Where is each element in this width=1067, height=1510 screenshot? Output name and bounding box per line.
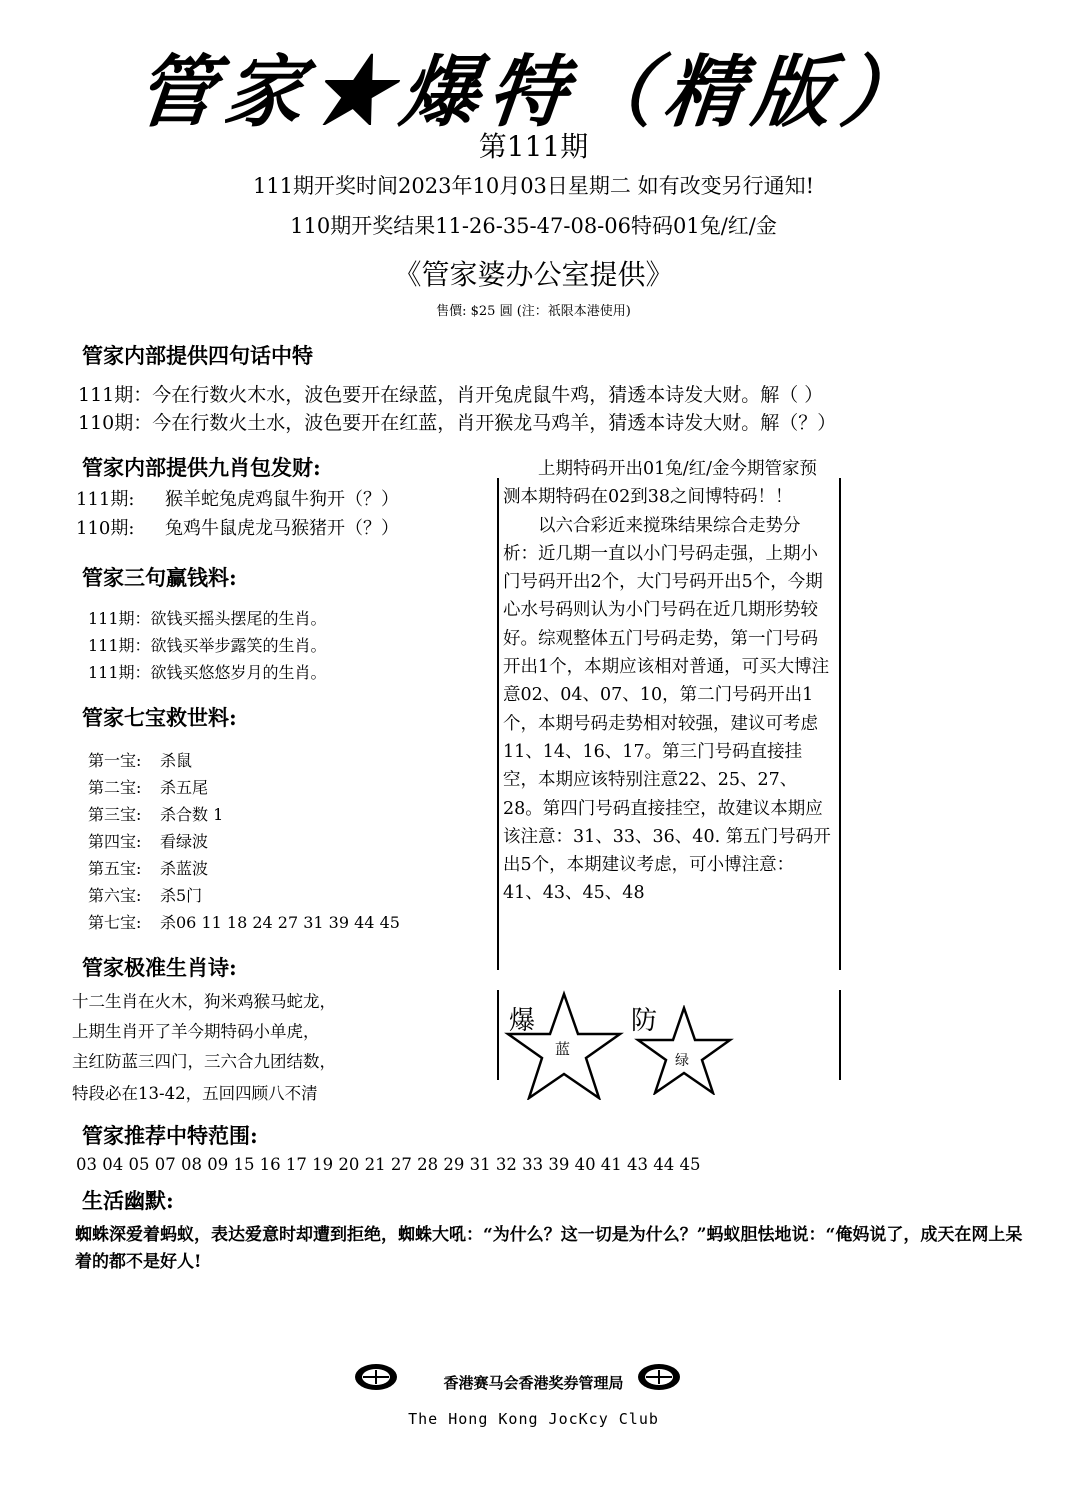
treasure-label-5: 第五宝: <box>88 859 142 878</box>
nine-zodiac-text-111: 猴羊蛇兔虎鸡鼠牛狗开（？） <box>165 489 399 510</box>
poem-line-4: 特段必在13-42，五回四顾八不清 <box>72 1084 318 1103</box>
nine-zodiac-text-110: 兔鸡牛鼠虎龙马猴猪开（？） <box>165 518 399 539</box>
poem-line-3: 主红防蓝三四门，三六合九团结数， <box>72 1052 336 1071</box>
treasure-value-7: 杀06 11 18 24 27 31 39 44 45 <box>160 913 400 932</box>
treasure-value-3: 杀合数 1 <box>160 805 224 824</box>
treasure-label-3: 第三宝: <box>88 805 142 824</box>
treasure-value-6: 杀5门 <box>160 886 203 905</box>
treasure-label-7: 第七宝: <box>88 913 142 932</box>
seven-treasures-heading: 管家七宝救世料: <box>82 705 237 730</box>
jockey-club-logo-right-icon <box>636 1362 682 1392</box>
treasure-label-2: 第二宝: <box>88 778 142 797</box>
treasure-value-5: 杀蓝波 <box>160 859 209 878</box>
three-lines-item-2: 111期：欲钱买举步露笑的生肖。 <box>88 636 327 655</box>
poem-line-2: 上期生肖开了羊今期特码小单虎， <box>72 1022 320 1041</box>
poem-heading: 管家极准生肖诗: <box>82 955 237 980</box>
humor-text: 蜘蛛深爱着蚂蚁，表达爱意时却遭到拒绝，蜘蛛大吼：“为什么？这一切是为什么？”蚂蚁胆怯地说：“俺妈说了，成天在网上呆着的都不是好人! <box>75 1225 1023 1272</box>
humor-heading: 生活幽默: <box>82 1188 174 1213</box>
nine-zodiac-heading: 管家内部提供九肖包发财: <box>82 455 321 480</box>
treasure-label-6: 第六宝: <box>88 886 142 905</box>
last-result: 110期开奖结果11-26-35-47-08-06特码01兔/红/金 <box>290 214 777 238</box>
bao-label: 爆 <box>509 1006 536 1036</box>
three-lines-item-3: 111期：欲钱买悠悠岁月的生肖。 <box>88 663 327 682</box>
range-numbers: 03 04 05 07 08 09 15 16 17 19 20 21 27 28 29 31 32 33 39 40 41 43 44 45 <box>76 1155 701 1174</box>
fang-label: 防 <box>631 1006 658 1036</box>
page-title: 管家★爆特（精版） <box>132 47 934 138</box>
stars-box <box>497 990 841 1080</box>
three-lines-item-1: 111期：欲钱买摇头摆尾的生肖。 <box>88 609 327 628</box>
poem-line-1: 十二生肖在火木，狗米鸡猴马蛇龙， <box>72 992 336 1011</box>
analysis-paragraph-2: 以六合彩近来搅珠结果综合走势分析：近几期一直以小门号码走强，上期小门号码开出2个，大门号码开出5个，今期心水号码则认为小门号码在近几期形势较好。综观整体五门号码走势，第一门号码开出1个，本期应该相对普通，可买大博注意02、04、07、10，第二门号码开出1个，本期号码走势相对较强，建议可考虑11、14、16、17。第三门号码直接挂空，本期应该特别注意22、25、27、28。第四门号码直接挂空，故建议本期应该注意：31、33、36、40. 第五门号码开出5个，本期建议考虑，可小博注意：41、43、45、48 <box>503 515 831 904</box>
treasure-value-4: 看绿波 <box>160 832 209 851</box>
green-label: 绿 <box>675 1053 689 1069</box>
range-heading: 管家推荐中特范围: <box>82 1123 258 1148</box>
four-lines-110: 110期：今在行数火土水，波色要开在红蓝，肖开猴龙马鸡羊，猜透本诗发大财。解（？） <box>78 412 837 434</box>
treasure-value-2: 杀五尾 <box>160 778 209 797</box>
treasure-label-1: 第一宝: <box>88 751 142 770</box>
analysis-text <box>503 455 833 908</box>
provider: 《管家婆办公室提供》 <box>393 258 674 291</box>
nine-zodiac-period-111: 111期: <box>76 489 135 510</box>
three-lines-heading: 管家三句赢钱料: <box>82 565 237 590</box>
treasure-value-1: 杀鼠 <box>160 751 193 770</box>
footer-org-en: The Hong Kong JocKcy Club <box>408 1410 659 1428</box>
footer-org-cn: 香港赛马会香港奖券管理局 <box>443 1374 624 1392</box>
four-lines-111: 111期：今在行数火木水，波色要开在绿蓝，肖开兔虎鼠牛鸡，猜透本诗发大财。解（ ） <box>78 384 824 406</box>
draw-time: 111期开奖时间2023年10月03日星期二 如有改变另行通知! <box>252 174 815 198</box>
blue-label: 蓝 <box>555 1040 571 1058</box>
treasure-label-4: 第四宝: <box>88 832 142 851</box>
nine-zodiac-period-110: 110期: <box>76 518 135 539</box>
four-lines-heading: 管家内部提供四句话中特 <box>82 343 313 368</box>
analysis-paragraph-1: 上期特码开出01兔/红/金今期管家预测本期特码在02到38之间博特码！！ <box>503 459 818 508</box>
issue-number: 第111期 <box>478 130 589 163</box>
price-note: 售價: $25 圓 (注：祇限本港使用) <box>436 304 631 319</box>
